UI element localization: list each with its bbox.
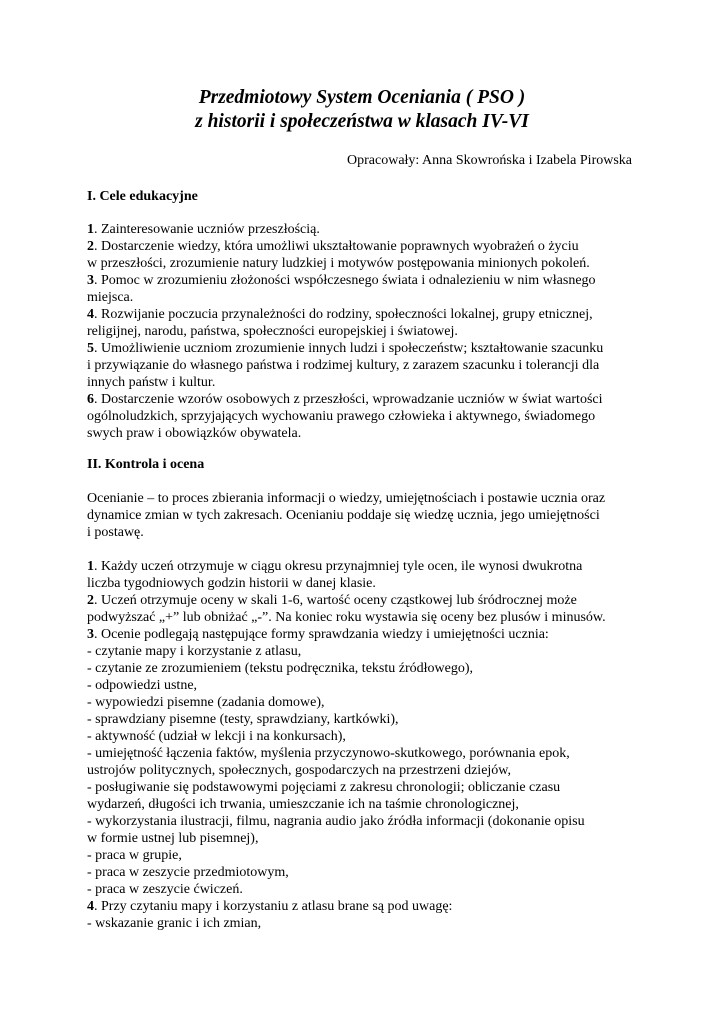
document-authors: Opracowały: Anna Skowrońska i Izabela Pirowska — [347, 153, 632, 168]
text-line — [87, 238, 647, 255]
line-text: i przywiązanie do własnego państwa i rodzimej kultury, z zarazem szacunku i tolerancji dla — [87, 358, 600, 373]
line-text: . Uczeń otrzymuje oceny w skali 1-6, wartość oceny cząstkowej lub śródrocznej może — [94, 593, 577, 608]
text-line — [87, 425, 647, 442]
list-number: 5 — [87, 341, 94, 356]
text-line — [87, 575, 647, 592]
line-text: - praca w zeszycie ćwiczeń. — [87, 882, 243, 897]
list-number: 2 — [87, 239, 94, 254]
text-line — [87, 898, 647, 915]
section2-intro — [87, 490, 647, 541]
text-line — [87, 881, 647, 898]
text-line — [87, 694, 647, 711]
line-text: liczba tygodniowych godzin historii w danej klasie. — [87, 576, 376, 591]
text-line — [87, 255, 647, 272]
line-text: - praca w grupie, — [87, 848, 182, 863]
line-text: - posługiwanie się podstawowymi pojęciami z zakresu chronologii; obliczanie czasu — [87, 780, 561, 795]
line-text: . Umożliwienie uczniom zrozumienie innych ludzi i społeczeństw; kształtowanie szacunku — [94, 341, 604, 356]
line-text: . Przy czytaniu mapy i korzystaniu z atlasu brane są pod uwagę: — [94, 899, 453, 914]
text-line — [87, 272, 647, 289]
text-line — [87, 289, 647, 306]
line-text: podwyższać „+” lub obniżać „-”. Na koniec roku wystawia się oceny bez plusów i minusów. — [87, 610, 606, 625]
text-line — [87, 728, 647, 745]
line-text: . Każdy uczeń otrzymuje w ciągu okresu przynajmniej tyle ocen, ile wynosi dwukrotna — [94, 559, 583, 574]
text-line — [87, 374, 647, 391]
line-text: ustrojów politycznych, społecznych, gospodarczych na przestrzeni dziejów, — [87, 763, 511, 778]
line-text: . Rozwijanie poczucia przynależności do rodziny, społeczności lokalnej, grupy etnicznej, — [94, 307, 593, 322]
line-text: . Zainteresowanie uczniów przeszłością. — [94, 222, 320, 237]
text-line — [87, 660, 647, 677]
text-line — [87, 711, 647, 728]
list-number: 3 — [87, 627, 94, 642]
text-line — [87, 391, 647, 408]
line-text: w przeszłości, zrozumienie natury ludzkiej i motywów postępowania minionych pokoleń. — [87, 256, 590, 271]
text-line — [87, 357, 647, 374]
section2-body — [87, 558, 647, 932]
section1-heading: I. Cele edukacyjne — [87, 189, 198, 204]
text-line — [87, 592, 647, 609]
line-text: - wykorzystania ilustracji, filmu, nagrania audio jako źródła informacji (dokonanie opisu — [87, 814, 585, 829]
intro-line: Ocenianie – to proces zbierania informacji o wiedzy, umiejętnościach i postawie ucznia oraz — [87, 491, 606, 506]
line-text: innych państw i kultur. — [87, 375, 216, 390]
text-line — [87, 643, 647, 660]
list-number: 3 — [87, 273, 94, 288]
line-text: . Ocenie podlegają następujące formy sprawdzania wiedzy i umiejętności ucznia: — [94, 627, 549, 642]
line-text: ogólnoludzkich, sprzyjających wychowaniu prawego człowieka i aktywnego, świadomego — [87, 409, 596, 424]
line-text: wydarzeń, długości ich trwania, umieszczanie ich na taśmie chronologicznej, — [87, 797, 519, 812]
line-text: - wypowiedzi pisemne (zadania domowe), — [87, 695, 325, 710]
list-number: 1 — [87, 222, 94, 237]
text-line — [87, 779, 647, 796]
document-title-line2: z historii i społeczeństwa w klasach IV-VI — [195, 111, 529, 132]
text-line — [87, 221, 647, 238]
line-text: . Dostarczenie wzorów osobowych z przeszłości, wprowadzanie uczniów w świat wartości — [94, 392, 603, 407]
line-text: - aktywność (udział w lekcji i na konkursach), — [87, 729, 346, 744]
line-text: . Pomoc w zrozumieniu złożoności współczesnego świata i odnalezieniu w nim własnego — [94, 273, 596, 288]
text-line — [87, 340, 647, 357]
line-text: religijnej, narodu, państwa, społeczności europejskiej i światowej. — [87, 324, 458, 339]
line-text: . Dostarczenie wiedzy, która umożliwi ukształtowanie poprawnych wyobrażeń o życiu — [94, 239, 579, 254]
list-number: 4 — [87, 899, 94, 914]
text-line — [87, 762, 647, 779]
list-number: 4 — [87, 307, 94, 322]
intro-line: dynamice zmian w tych zakresach. Ocenianiu poddaje się wiedzę ucznia, jego umiejętności — [87, 508, 600, 523]
text-line — [87, 830, 647, 847]
line-text: - czytanie ze zrozumieniem (tekstu podręcznika, tekstu źródłowego), — [87, 661, 474, 676]
list-number: 6 — [87, 392, 94, 407]
list-number: 1 — [87, 559, 94, 574]
text-line — [87, 609, 647, 626]
line-text: - wskazanie granic i ich zmian, — [87, 916, 262, 931]
line-text: - sprawdziany pisemne (testy, sprawdziany, kartkówki), — [87, 712, 399, 727]
text-line — [87, 306, 647, 323]
text-line — [87, 796, 647, 813]
text-line — [87, 864, 647, 881]
section2-heading: II. Kontrola i ocena — [87, 457, 205, 472]
text-line — [87, 677, 647, 694]
line-text: miejsca. — [87, 290, 134, 305]
text-line — [87, 626, 647, 643]
document-title-line1: Przedmiotowy System Oceniania ( PSO ) — [198, 87, 526, 108]
text-line — [87, 408, 647, 425]
line-text: w formie ustnej lub pisemnej), — [87, 831, 259, 846]
line-text: - praca w zeszycie przedmiotowym, — [87, 865, 289, 880]
line-text: - umiejętność łączenia faktów, myślenia przyczynowo-skutkowego, porównania epok, — [87, 746, 570, 761]
text-line — [87, 323, 647, 340]
text-line — [87, 745, 647, 762]
line-text: swych praw i obowiązków obywatela. — [87, 426, 302, 441]
text-line — [87, 813, 647, 830]
section1-body — [87, 221, 647, 442]
line-text: - odpowiedzi ustne, — [87, 678, 198, 693]
text-line — [87, 915, 647, 932]
line-text: - czytanie mapy i korzystanie z atlasu, — [87, 644, 302, 659]
intro-line: i postawę. — [87, 525, 144, 540]
text-line — [87, 558, 647, 575]
text-line — [87, 847, 647, 864]
list-number: 2 — [87, 593, 94, 608]
